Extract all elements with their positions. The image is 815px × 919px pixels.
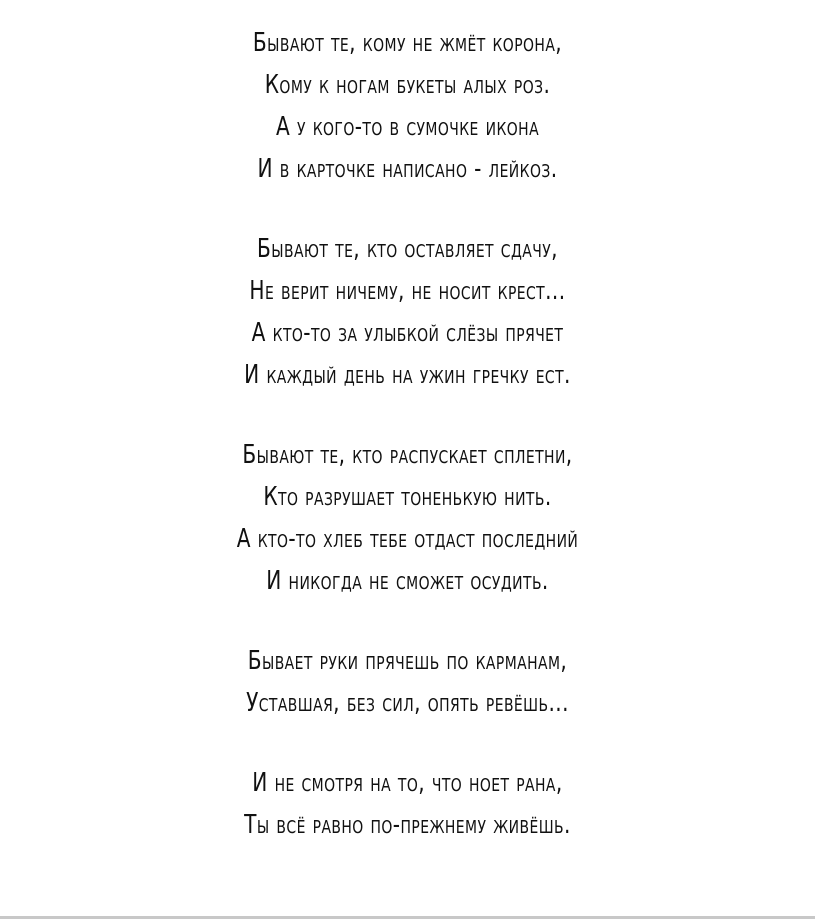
poem (0, 22, 815, 846)
poem-line: А кто-то за улыбкой слёзы прячет (251, 318, 564, 348)
stanza-4 (0, 640, 815, 724)
stanza-2 (0, 228, 815, 396)
poem-line: А кто-то хлеб тебе отдаст последний (236, 524, 579, 554)
poem-line: И не смотря на то, что ноет рана, (252, 768, 563, 798)
stanza-1 (0, 22, 815, 190)
poem-line: Кому к ногам букеты алых роз. (264, 70, 551, 100)
poem-line: И каждый день на ужин гречку ест. (244, 360, 571, 390)
stanza-5 (0, 762, 815, 846)
poem-line: Бывают те, кому не жмёт корона, (252, 28, 563, 58)
poem-line: Уставшая, без сил, опять ревёшь... (246, 688, 569, 718)
stanza-3 (0, 434, 815, 602)
poem-line: Ты всё равно по-прежнему живёшь. (244, 810, 571, 840)
poem-line: Бывают те, кто распускает сплетни, (242, 440, 573, 470)
poem-line: И никогда не сможет осудить. (266, 566, 549, 596)
poem-line: Не верит ничему, не носит крест... (249, 276, 566, 306)
poem-line: Бывает руки прячешь по карманам, (247, 646, 568, 676)
poem-line: Бывают те, кто оставляет сдачу, (257, 234, 558, 264)
poem-line: А у кого-то в сумочке икона (275, 112, 540, 142)
poem-line: Кто разрушает тоненькую нить. (263, 482, 552, 512)
poem-line: И в карточке написано - лейкоз. (257, 154, 558, 184)
